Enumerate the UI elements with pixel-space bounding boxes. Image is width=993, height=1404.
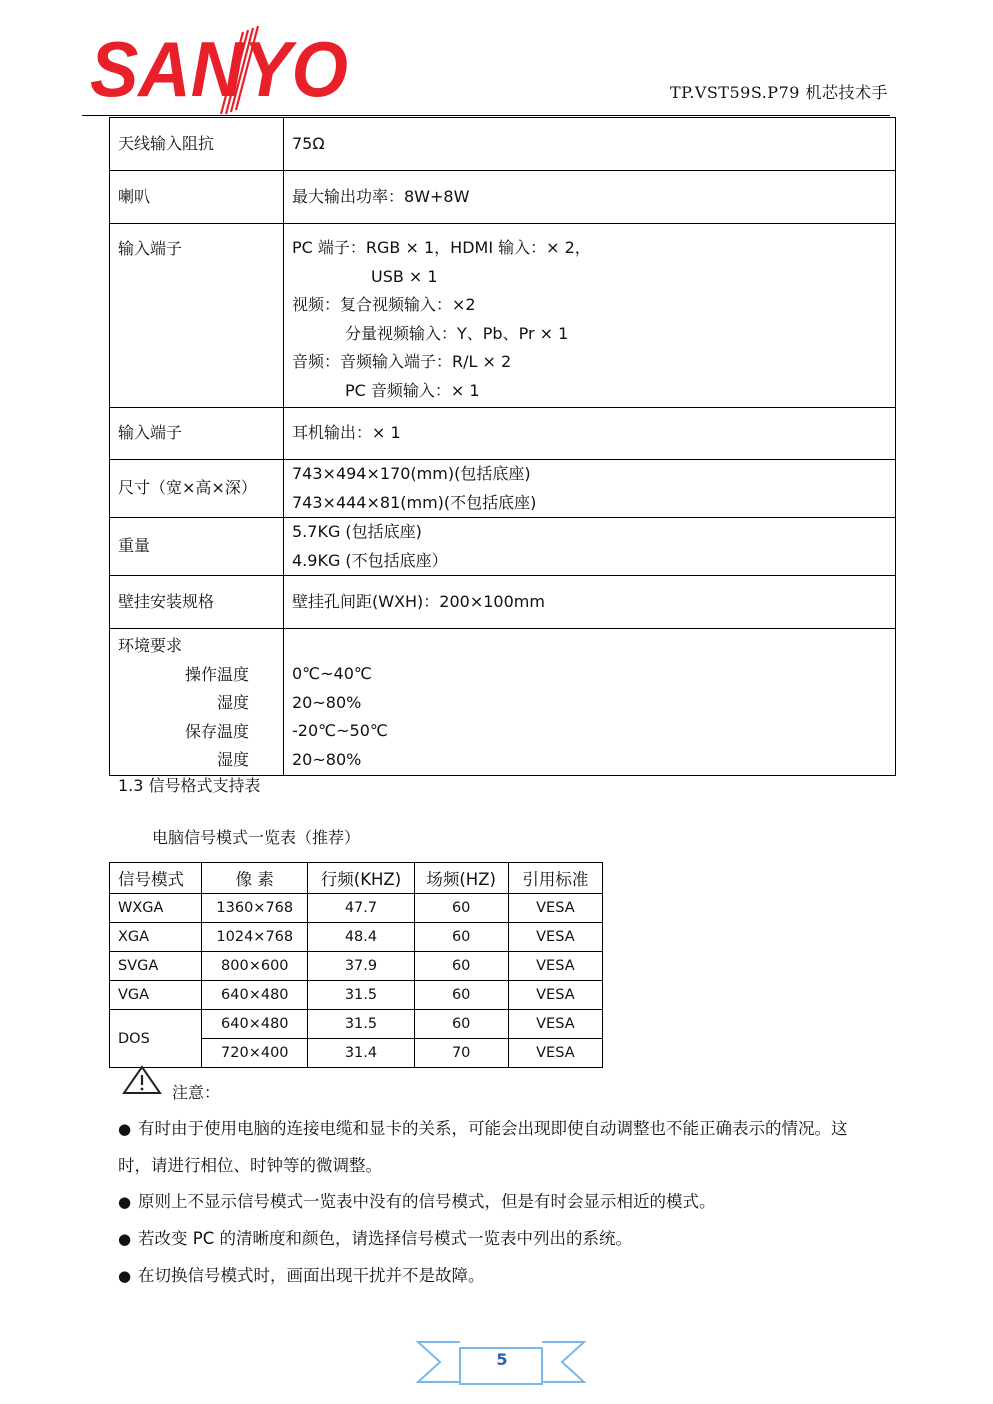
- env-value: 20~80%: [292, 692, 362, 712]
- note-bullet: [118, 1188, 716, 1212]
- table-row: [110, 981, 603, 1010]
- table-cell: 47.7: [308, 894, 414, 923]
- bullet-dot-icon: ●: [118, 1193, 132, 1211]
- spec-line: PC 音频输入：× 1: [345, 380, 480, 400]
- table-row: [110, 1010, 603, 1039]
- spec-value: 75Ω: [284, 118, 896, 171]
- table-cell: 70: [414, 1039, 508, 1068]
- spec-row-weight: [110, 518, 896, 576]
- env-sub-label: 保存温度: [184, 721, 249, 741]
- table-cell: 800×600: [202, 952, 308, 981]
- spec-line: 743×444×81(mm)(不包括底座): [292, 492, 537, 512]
- spec-row-inputs: [110, 224, 896, 408]
- brand-wordmark: SANYO: [90, 25, 348, 113]
- note-text: 原则上不显示信号模式一览表中没有的信号模式，但是有时会显示相近的模式。: [138, 1192, 716, 1211]
- table-cell: 1024×768: [202, 923, 308, 952]
- spec-value: 壁挂孔间距(WXH)：200×100mm: [284, 576, 896, 629]
- note-text: 若改变 PC 的清晰度和颜色，请选择信号模式一览表中列出的系统。: [138, 1229, 632, 1248]
- table-cell: 60: [414, 952, 508, 981]
- note-bullet: [118, 1115, 848, 1139]
- spec-line: 视频：复合视频输入：×2: [292, 295, 476, 314]
- table-cell: XGA: [110, 923, 202, 952]
- env-sub-label: 湿度: [216, 693, 249, 712]
- spec-row-size: [110, 460, 896, 518]
- env-value: -20℃~50℃: [292, 721, 388, 740]
- note-text: 有时由于使用电脑的连接电缆和显卡的关系，可能会出现即使自动调整也不能正确表示的情况。这: [138, 1119, 848, 1138]
- table-cell: VGA: [110, 981, 202, 1010]
- spec-label: 输入端子: [110, 224, 284, 408]
- spec-row-antenna: [110, 118, 896, 171]
- column-header: 引用标准: [508, 863, 602, 894]
- page-number: 5: [496, 1350, 508, 1369]
- note-bullet: [118, 1262, 485, 1286]
- spec-row-outputs: [110, 408, 896, 460]
- warning-icon: [121, 1064, 163, 1096]
- table-row: [110, 923, 603, 952]
- table-cell: 60: [414, 923, 508, 952]
- spec-value: 最大输出功率：8W+8W: [284, 171, 896, 224]
- env-value: 0℃~40℃: [292, 664, 372, 683]
- table-header-row: [110, 863, 603, 894]
- table-cell: 60: [414, 1010, 508, 1039]
- column-header: 行频(KHZ): [308, 863, 414, 894]
- table-row: [110, 894, 603, 923]
- table-cell: 31.5: [308, 1010, 414, 1039]
- column-header: 场频(HZ): [414, 863, 508, 894]
- table-cell: 720×400: [202, 1039, 308, 1068]
- table-cell: 1360×768: [202, 894, 308, 923]
- note-text: 时，请进行相位、时钟等的微调整。: [118, 1156, 382, 1175]
- section-heading: 1.3 信号格式支持表: [118, 776, 261, 795]
- spec-line: USB × 1: [371, 266, 438, 286]
- spec-line: PC 端子：RGB × 1，HDMI 输入：× 2，: [292, 238, 591, 257]
- spec-label: 环境要求: [118, 636, 183, 655]
- table-cell: VESA: [508, 923, 602, 952]
- spec-row-wall-mount: [110, 576, 896, 629]
- table-cell: SVGA: [110, 952, 202, 981]
- document-reference: TP.VST59S.P79 机芯技术手: [670, 83, 889, 102]
- bullet-dot-icon: ●: [118, 1267, 132, 1285]
- table-cell: VESA: [508, 1039, 602, 1068]
- table-cell: 60: [414, 981, 508, 1010]
- table-cell: 60: [414, 894, 508, 923]
- header-divider: [82, 115, 890, 116]
- bullet-dot-icon: ●: [118, 1230, 132, 1248]
- env-sub-label: 操作温度: [184, 664, 249, 684]
- table-cell: 48.4: [308, 923, 414, 952]
- table-row: [110, 952, 603, 981]
- spec-row-environment: [110, 629, 896, 776]
- env-value: 20~80%: [292, 749, 362, 769]
- table-cell: WXGA: [110, 894, 202, 923]
- note-bullet: [118, 1225, 632, 1249]
- spec-label: 壁挂安装规格: [110, 576, 284, 629]
- note-label: 注意：: [172, 1083, 221, 1102]
- table-cell: 640×480: [202, 981, 308, 1010]
- column-header: 像 素: [202, 863, 308, 894]
- spec-label: 尺寸（宽×高×深）: [110, 460, 284, 518]
- signal-mode-table: [109, 862, 603, 1068]
- spec-line: 743×494×170(mm)(包括底座): [292, 464, 531, 483]
- table-cell: VESA: [508, 952, 602, 981]
- spec-line: 分量视频输入：Y、Pb、Pr × 1: [345, 323, 569, 343]
- spec-label: 重量: [110, 518, 284, 576]
- sanyo-logo: [88, 24, 354, 116]
- column-header: 信号模式: [110, 863, 202, 894]
- note-text: 在切换信号模式时，画面出现干扰并不是故障。: [138, 1266, 485, 1285]
- table-cell: 37.9: [308, 952, 414, 981]
- table-cell: DOS: [110, 1010, 202, 1068]
- table-cell: VESA: [508, 981, 602, 1010]
- spec-label: 喇叭: [110, 171, 284, 224]
- env-sub-label: 湿度: [216, 750, 249, 769]
- spec-table: [109, 117, 896, 776]
- spec-line: 4.9KG (不包括底座）: [292, 550, 448, 570]
- spec-value: 耳机输出：× 1: [284, 408, 896, 460]
- table-cell: 31.4: [308, 1039, 414, 1068]
- spec-line: 音频：音频输入端子：R/L × 2: [292, 352, 512, 371]
- spec-row-speaker: [110, 171, 896, 224]
- table-cell: 640×480: [202, 1010, 308, 1039]
- note-continuation: [118, 1152, 382, 1176]
- table-cell: 31.5: [308, 981, 414, 1010]
- signal-table-caption: 电脑信号模式一览表（推荐）: [152, 828, 361, 847]
- bullet-dot-icon: ●: [118, 1120, 132, 1138]
- spec-label: 输入端子: [110, 408, 284, 460]
- table-cell: VESA: [508, 1010, 602, 1039]
- spec-label: 天线输入阻抗: [110, 118, 284, 171]
- spec-line: 5.7KG (包括底座): [292, 522, 422, 541]
- table-cell: VESA: [508, 894, 602, 923]
